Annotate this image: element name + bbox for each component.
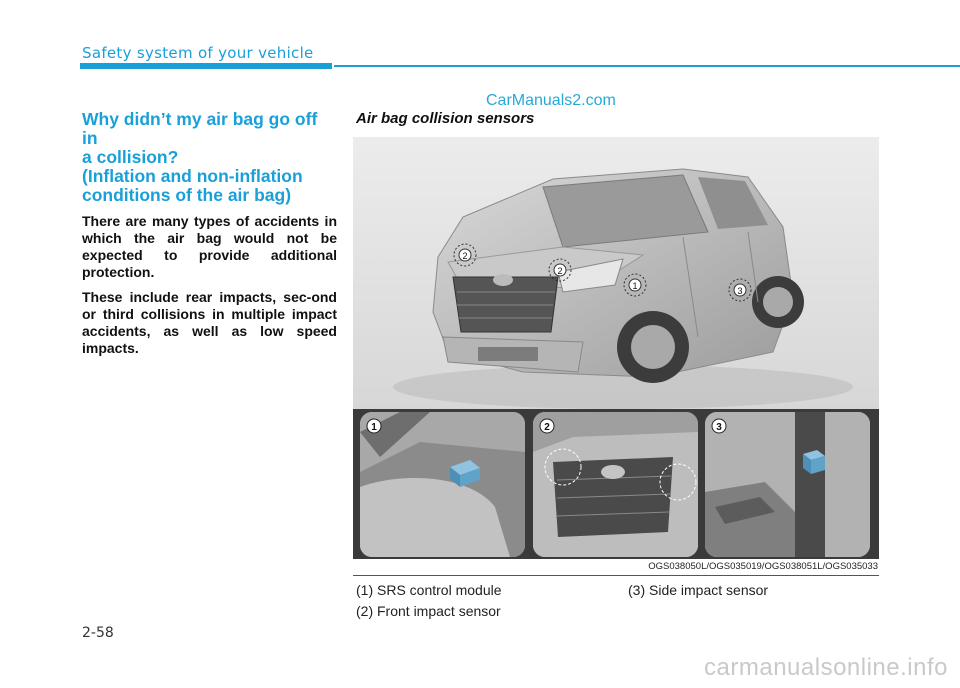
svg-text:2: 2 [557,266,563,276]
section-heading [82,110,337,205]
watermark-footer-link[interactable]: carmanualsonline.info [704,654,948,681]
inset-label: 1 [371,422,377,433]
heading-line: conditions of the air bag) [82,185,292,205]
side-sensor-icon [803,450,825,474]
body-paragraph: There are many types of accidents in which the air bag would not be expected to provide additional protection. [82,213,337,280]
heading-line: (Inflation and non-inflation [82,166,303,186]
heading-line: a collision? [82,147,179,167]
figure-title: Air bag collision sensors [356,110,535,127]
inset-side-impact-sensor [705,412,870,557]
section-header-title: Safety system of your vehicle [82,44,314,62]
legend-item-front-impact-sensor: (2) Front impact sensor [356,603,501,619]
page-number: 2-58 [82,625,114,641]
vehicle-illustration [353,137,879,409]
svg-text:1: 1 [632,281,638,291]
figure-code: OGS038050L/OGS035019/OGS038051L/OGS035033 [648,561,878,572]
inset-label: 3 [716,422,722,433]
inset-front-impact-sensor [533,412,698,557]
legend-item-side-impact-sensor: (3) Side impact sensor [628,582,769,598]
heading-line: Why didn’t my air bag go off in [82,109,318,148]
header-rule [334,65,960,67]
figure-rule [353,575,879,576]
inset-label: 2 [544,422,550,433]
svg-text:2: 2 [462,251,468,261]
body-paragraph: These include rear impacts, sec-ond or third collisions in multiple impact accidents, as well as low speed impacts. [82,289,337,356]
header-rule-accent [80,63,332,69]
svg-text:3: 3 [737,286,743,296]
inset-srs-control-module [360,412,525,557]
watermark-link[interactable]: CarManuals2.com [486,92,616,109]
left-column [82,110,337,365]
legend-item-srs-control-module: (1) SRS control module [356,582,502,598]
